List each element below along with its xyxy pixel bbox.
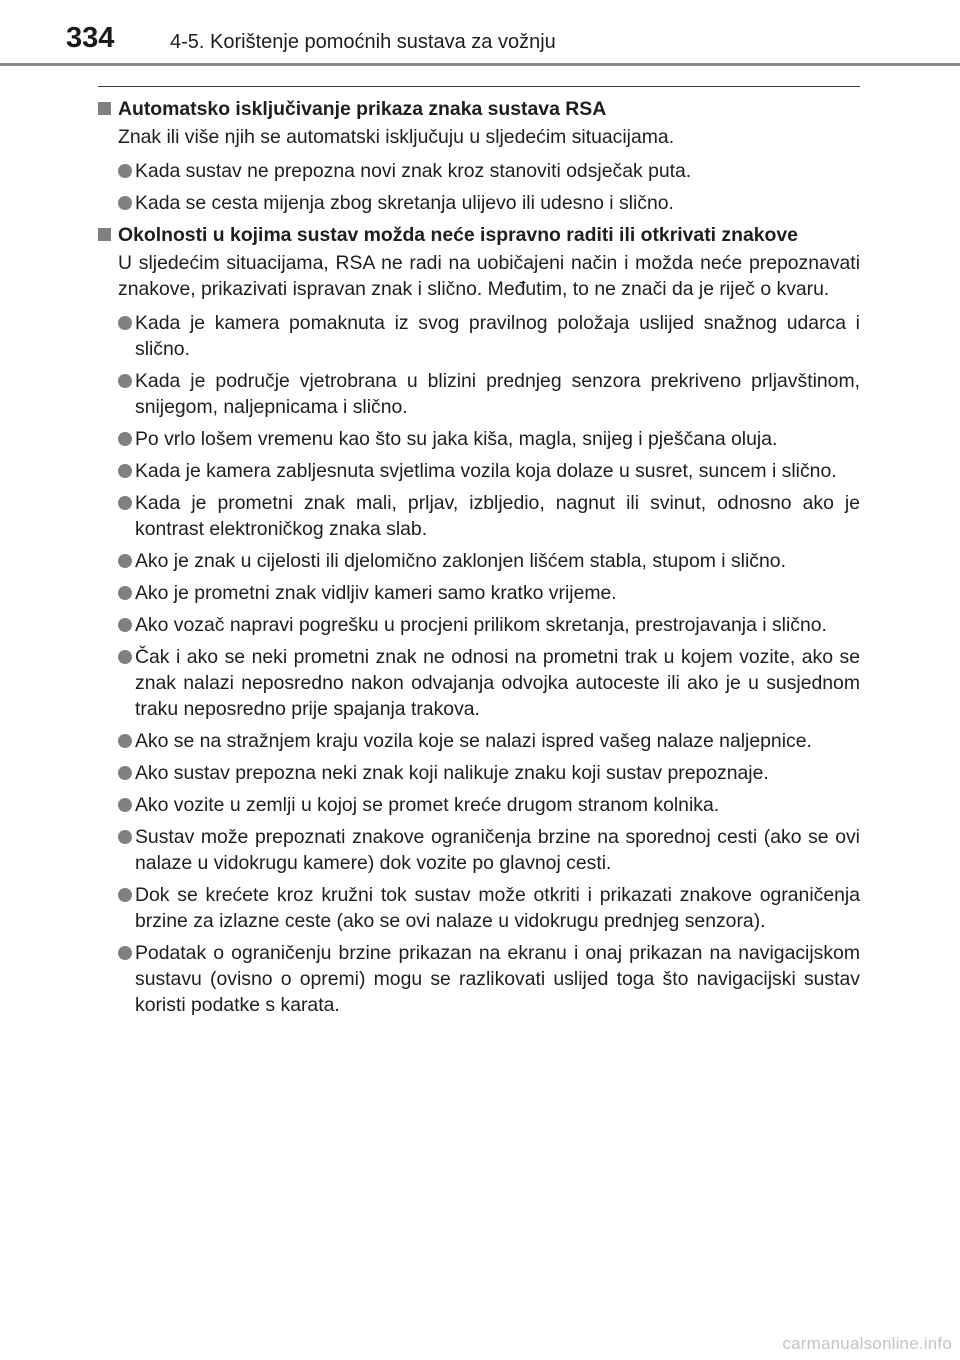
- circle-bullet-icon: [118, 496, 132, 510]
- page-header: [0, 0, 960, 66]
- circle-bullet-icon: [118, 946, 132, 960]
- circle-bullet-icon: [118, 432, 132, 446]
- list-item: [118, 612, 860, 638]
- page-content: [98, 96, 860, 1024]
- circle-bullet-icon: [118, 554, 132, 568]
- circle-bullet-icon: [118, 464, 132, 478]
- circle-bullet-icon: [118, 798, 132, 812]
- list-item-text: Ako vozač napravi pogrešku u procjeni prilikom skretanja, prestrojavanja i slično.: [135, 614, 827, 636]
- circle-bullet-icon: [118, 374, 132, 388]
- list-item-text: Kada je prometni znak mali, prljav, izbljedio, nagnut ili svinut, odnosno ako je kontrast elektroničkog znaka slab.: [135, 492, 860, 540]
- list-item: [118, 190, 860, 216]
- list-item: [118, 458, 860, 484]
- watermark: carmanualsonline.info: [782, 1334, 952, 1353]
- list-item-text: Ako se na stražnjem kraju vozila koje se nalazi ispred vašeg nalaze naljepnice.: [135, 730, 812, 752]
- list-item: [118, 792, 860, 818]
- list-item: [118, 644, 860, 722]
- section-heading-text: Automatsko isključivanje prikaza znaka sustava RSA: [118, 98, 607, 120]
- circle-bullet-icon: [118, 586, 132, 600]
- bullet-list: [98, 158, 860, 216]
- list-item: [118, 940, 860, 1018]
- circle-bullet-icon: [118, 650, 132, 664]
- bullet-list: [98, 310, 860, 1018]
- list-item-text: Ako je prometni znak vidljiv kameri samo kratko vrijeme.: [135, 582, 617, 604]
- section-heading-limitations: [98, 222, 860, 248]
- list-item: [118, 158, 860, 184]
- list-item-text: Ako vozite u zemlji u kojoj se promet kreće drugom stranom kolnika.: [135, 794, 720, 816]
- list-item-text: Čak i ako se neki prometni znak ne odnosi na prometni trak u kojem vozite, ako se znak nalazi neposredno nakon odvajanja odvojka autoceste ili ako je u susjednom traku neposredno prije spajanja trakova.: [135, 646, 860, 720]
- circle-bullet-icon: [118, 196, 132, 210]
- list-item: [118, 426, 860, 452]
- section-heading-auto-off: [98, 96, 860, 122]
- list-item-text: Ako je znak u cijelosti ili djelomično zaklonjen lišćem stabla, stupom i slično.: [135, 550, 786, 572]
- list-item-text: Ako sustav prepozna neki znak koji nalikuje znaku koji sustav prepoznaje.: [135, 762, 769, 784]
- list-item: [118, 728, 860, 754]
- square-bullet-icon: [98, 228, 111, 241]
- list-item: [118, 580, 860, 606]
- list-item: [118, 824, 860, 876]
- list-item-text: Dok se krećete kroz kružni tok sustav može otkriti i prikazati znakove ograničenja brzine za izlazne ceste (ako se ovi nalaze u vidokrugu prednjeg senzora).: [135, 884, 860, 932]
- list-item: [118, 490, 860, 542]
- section-heading-text: Okolnosti u kojima sustav možda neće ispravno raditi ili otkrivati znakove: [118, 224, 798, 246]
- page-number: 334: [66, 22, 115, 54]
- list-item: [118, 548, 860, 574]
- square-bullet-icon: [98, 102, 111, 115]
- circle-bullet-icon: [118, 888, 132, 902]
- circle-bullet-icon: [118, 766, 132, 780]
- list-item-text: Kada je područje vjetrobrana u blizini prednjeg senzora prekriveno prljavštinom, snijegom, naljepnicama i slično.: [135, 370, 860, 418]
- circle-bullet-icon: [118, 618, 132, 632]
- section-intro: Znak ili više njih se automatski isključuju u sljedećim situacijama.: [118, 126, 675, 148]
- list-item-text: Kada se cesta mijenja zbog skretanja ulijevo ili udesno i slično.: [135, 192, 674, 214]
- list-item-text: Po vrlo lošem vremenu kao što su jaka kiša, magla, snijeg i pješčana oluja.: [135, 428, 778, 450]
- section-intro: U sljedećim situacijama, RSA ne radi na uobičajeni način i možda neće prepoznavati znakove, prikazivati ispravan znak i slično. Međutim, to ne znači da je riječ o kvaru.: [118, 252, 860, 300]
- chapter-title: 4-5. Korištenje pomoćnih sustava za vožnju: [170, 31, 556, 53]
- list-item: [118, 760, 860, 786]
- circle-bullet-icon: [118, 830, 132, 844]
- header-rule: [0, 63, 960, 66]
- list-item-text: Kada je kamera zabljesnuta svjetlima vozila koja dolaze u susret, suncem i slično.: [135, 460, 837, 482]
- list-item: [118, 310, 860, 362]
- list-item-text: Podatak o ograničenju brzine prikazan na ekranu i onaj prikazan na navigacijskom sustavu (ovisno o opremi) mogu se razlikovati uslijed toga što navigacijski sustav koristi podatke s karata.: [135, 942, 860, 1016]
- content-divider: [98, 86, 860, 87]
- list-item-text: Sustav može prepoznati znakove ograničenja brzine na sporednoj cesti (ako se ovi nalaze u vidokrugu kamere) dok vozite po glavnoj cesti.: [135, 826, 860, 874]
- list-item-text: Kada sustav ne prepozna novi znak kroz stanoviti odsječak puta.: [135, 160, 692, 182]
- circle-bullet-icon: [118, 316, 132, 330]
- list-item: [118, 368, 860, 420]
- list-item: [118, 882, 860, 934]
- circle-bullet-icon: [118, 164, 132, 178]
- list-item-text: Kada je kamera pomaknuta iz svog pravilnog položaja uslijed snažnog udarca i slično.: [135, 312, 860, 360]
- circle-bullet-icon: [118, 734, 132, 748]
